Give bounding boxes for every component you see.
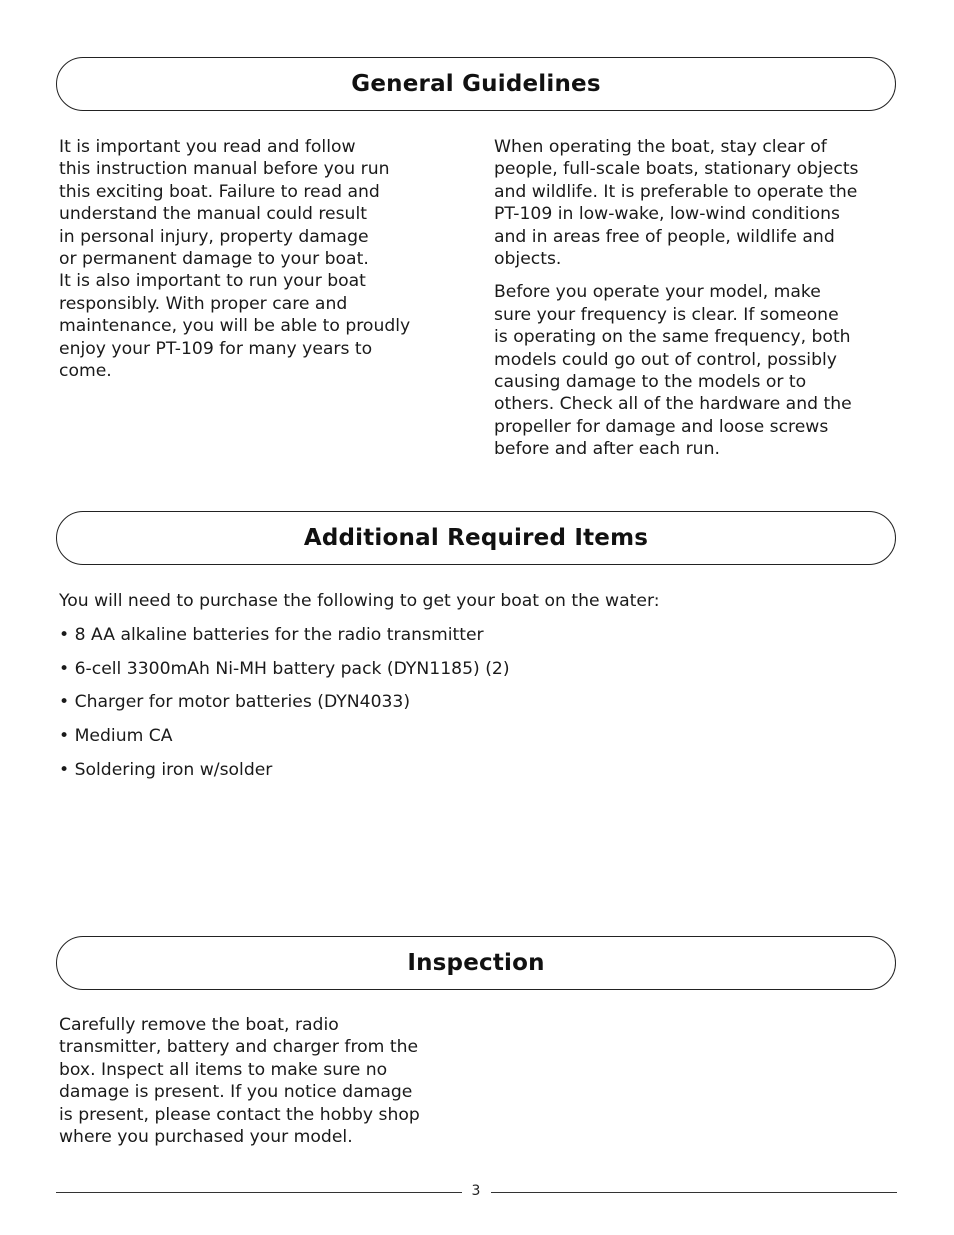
text-line: is present, please contact the hobby shop (59, 1104, 420, 1125)
text-line: or permanent damage to your boat. (59, 249, 369, 270)
text-line: others. Check all of the hardware and the (494, 394, 852, 415)
text-line: transmitter, battery and charger from the (59, 1037, 419, 1058)
section-header-additional-required-items (56, 511, 896, 565)
text-line: and wildlife. It is preferable to operate the (494, 181, 858, 202)
paragraph (494, 281, 904, 460)
paragraph (59, 136, 469, 382)
required-items-list (59, 624, 899, 782)
text-line: is operating on the same frequency, both (494, 327, 851, 348)
list-item: • 8 AA alkaline batteries for the radio transmitter (59, 624, 484, 645)
inspection-paragraph (59, 1014, 469, 1148)
footer-rule-left (56, 1192, 462, 1193)
general-guidelines-left-column (59, 136, 469, 382)
section-title: Additional Required Items (303, 525, 649, 551)
text-line: enjoy your PT-109 for many years to (59, 338, 373, 359)
text-line: Before you operate your model, make (494, 282, 821, 303)
text-line: propeller for damage and loose screws (494, 416, 829, 437)
text-line: Carefully remove the boat, radio (59, 1015, 339, 1035)
text-line: damage is present. If you notice damage (59, 1082, 413, 1103)
text-line: in personal injury, property damage (59, 226, 369, 247)
text-line: this exciting boat. Failure to read and (59, 181, 380, 202)
list-item: • 6-cell 3300mAh Ni-MH battery pack (DYN1185) (2) (59, 658, 510, 679)
list-item: • Soldering iron w/solder (59, 759, 273, 780)
section-title: Inspection (407, 950, 545, 976)
text-line: where you purchased your model. (59, 1127, 353, 1148)
list-item: • Charger for motor batteries (DYN4033) (59, 692, 411, 713)
text-line: before and after each run. (494, 439, 720, 460)
section-header-inspection (56, 936, 896, 990)
text-line: come. (59, 361, 112, 382)
required-items-section (59, 590, 899, 781)
text-line: understand the manual could result (59, 204, 367, 225)
text-line: this instruction manual before you run (59, 159, 390, 180)
footer-rule-right (491, 1192, 897, 1193)
paragraph (494, 136, 904, 270)
text-line: It is important you read and follow (59, 137, 356, 157)
paragraph (59, 1014, 469, 1148)
text-line: responsibly. With proper care and (59, 293, 348, 314)
text-line: objects. (494, 249, 562, 270)
text-line: When operating the boat, stay clear of (494, 137, 827, 157)
general-guidelines-right-column (494, 136, 904, 461)
text-line: box. Inspect all items to make sure no (59, 1059, 388, 1080)
required-items-intro: You will need to purchase the following to get your boat on the water: (59, 591, 660, 611)
section-header-general-guidelines (56, 57, 896, 111)
text-line: causing damage to the models or to (494, 372, 807, 393)
page-number: 3 (471, 1183, 481, 1199)
section-title: General Guidelines (351, 71, 601, 97)
text-line: PT-109 in low-wake, low-wind conditions (494, 204, 840, 225)
text-line: and in areas free of people, wildlife and (494, 226, 835, 247)
text-line: It is also important to run your boat (59, 271, 366, 292)
text-line: models could go out of control, possibly (494, 349, 837, 370)
text-line: maintenance, you will be able to proudly (59, 316, 411, 337)
text-line: sure your frequency is clear. If someone (494, 304, 839, 325)
text-line: people, full-scale boats, stationary objects (494, 159, 859, 180)
list-item: • Medium CA (59, 726, 173, 747)
